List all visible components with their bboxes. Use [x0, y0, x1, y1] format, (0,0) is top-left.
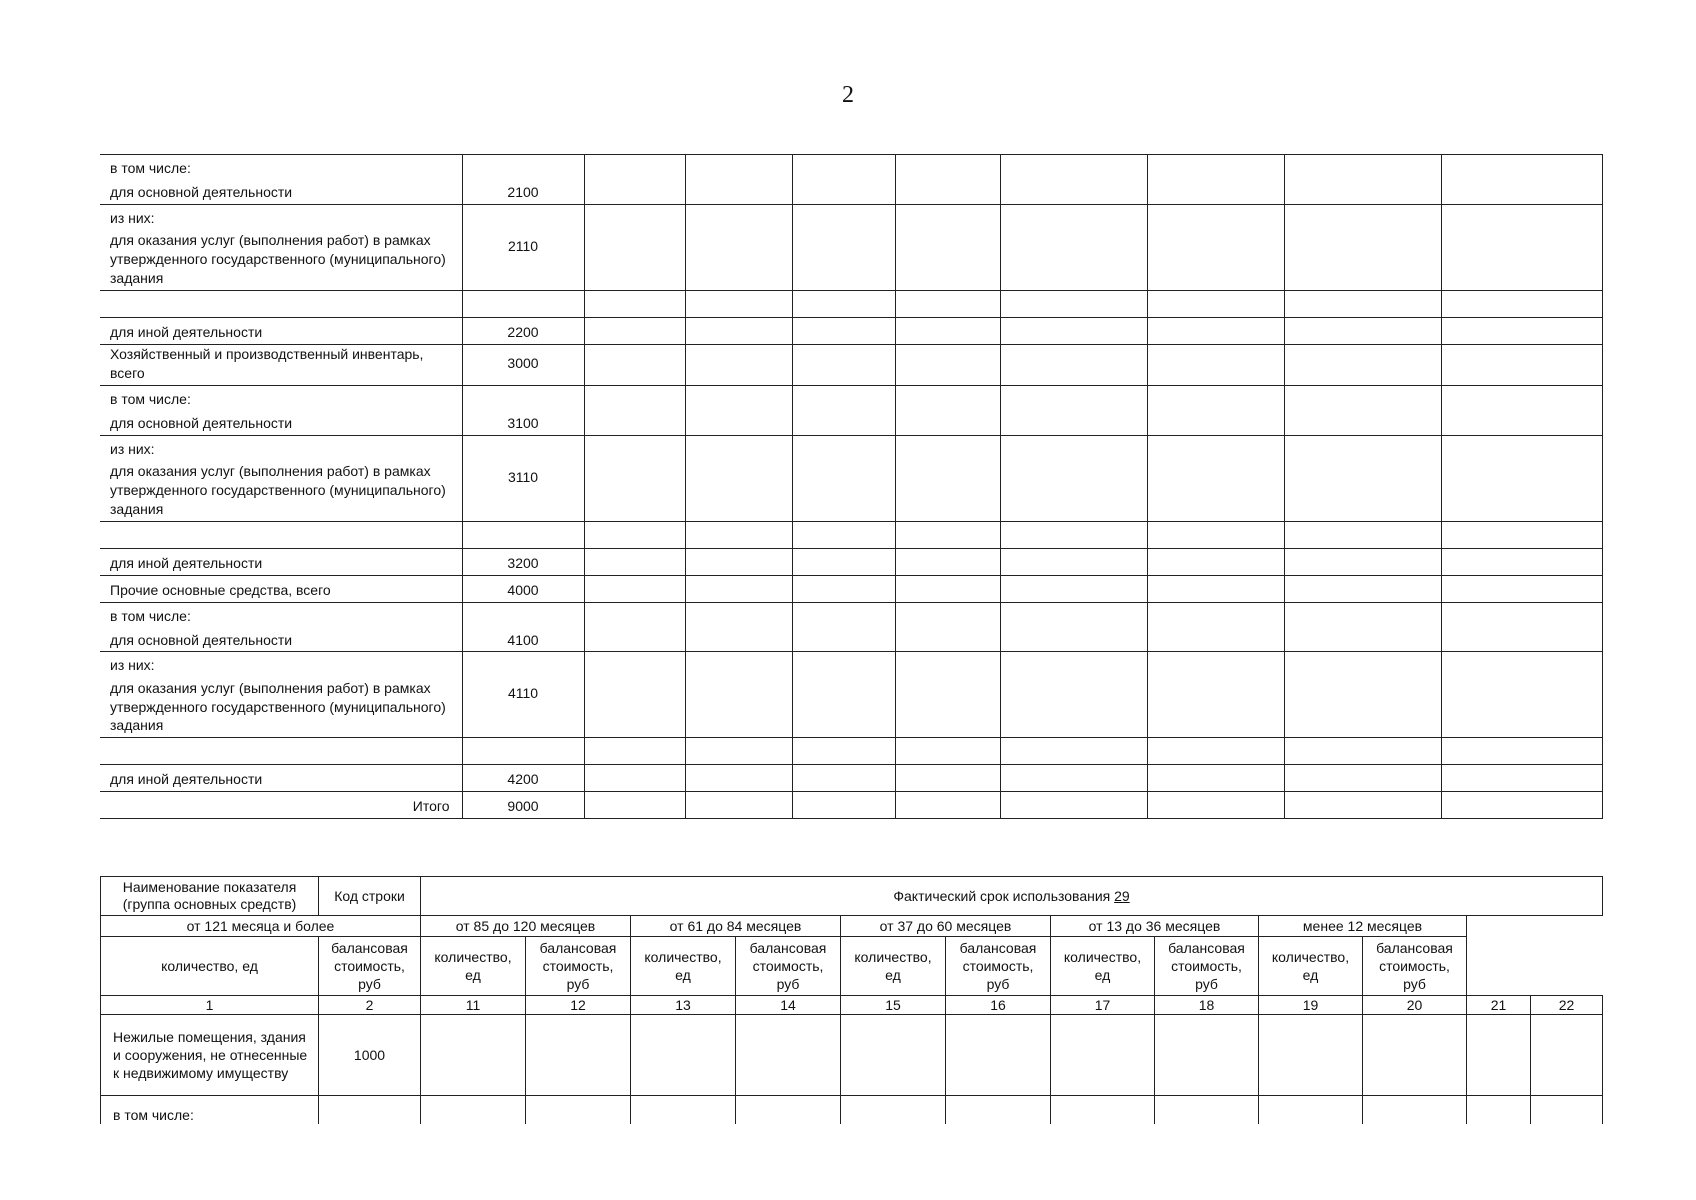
row-code: 2110: [462, 204, 584, 290]
column-number: 14: [736, 996, 841, 1015]
row-name: для оказания услуг (выполнения работ) в рамках утвержденного государственного (муниципального) задания: [100, 230, 462, 291]
column-number: 1: [101, 996, 319, 1015]
row-name: для основной деятельности: [100, 180, 462, 205]
row-code: 4000: [462, 575, 584, 602]
subheader-value: балансовая стоимость, руб: [736, 937, 841, 996]
row-code: 3110: [462, 435, 584, 521]
row-code: 3200: [462, 548, 584, 575]
table-row: [100, 521, 1602, 548]
column-number-row: [101, 996, 1603, 1015]
group-label: от 85 до 120 месяцев: [421, 916, 631, 937]
header-name: Наименование показателя (группа основных средств): [101, 877, 319, 916]
row-code: 4200: [462, 765, 584, 792]
column-number: 21: [1467, 996, 1531, 1015]
row-name: для оказания услуг (выполнения работ) в рамках утвержденного государственного (муниципального) задания: [100, 461, 462, 522]
table-row: [100, 738, 1602, 765]
column-number: 16: [946, 996, 1051, 1015]
row-prefix: в том числе:: [100, 385, 462, 410]
row-name: для иной деятельности: [100, 765, 462, 792]
subheader-qty: количество, ед: [841, 937, 946, 996]
group-label: от 13 до 36 месяцев: [1051, 916, 1259, 937]
subheader-qty: количество, ед: [631, 937, 736, 996]
group-label: от 37 до 60 месяцев: [841, 916, 1051, 937]
column-number: 13: [631, 996, 736, 1015]
subheader-qty: количество, ед: [101, 937, 319, 996]
row-prefix: в том числе:: [100, 155, 462, 180]
bottom-table: [100, 876, 1603, 1124]
row-name: Нежилые помещения, здания и сооружения, не отнесенные к недвижимому имуществу: [101, 1015, 319, 1096]
subheader-qty: количество, ед: [421, 937, 526, 996]
row-code: 9000: [462, 792, 584, 819]
column-number: 17: [1051, 996, 1155, 1015]
subheader-qty: количество, ед: [1259, 937, 1363, 996]
table-row: [100, 385, 1602, 410]
row-name: для основной деятельности: [100, 411, 462, 436]
subheader-value: балансовая стоимость, руб: [1155, 937, 1259, 996]
row-name: для основной деятельности: [100, 627, 462, 652]
table-row: [100, 602, 1602, 627]
row-code: 4100: [462, 602, 584, 652]
row-code: 3000: [462, 344, 584, 385]
row-name: для иной деятельности: [100, 548, 462, 575]
column-number: 11: [421, 996, 526, 1015]
header-code: Код строки: [319, 877, 421, 916]
row-name: для иной деятельности: [100, 317, 462, 344]
row-code: 4110: [462, 652, 584, 738]
total-label: Итого: [100, 792, 462, 819]
table-row: [100, 575, 1602, 602]
page-number: 2: [842, 82, 854, 108]
row-code: 2200: [462, 317, 584, 344]
row-name: Хозяйственный и производственный инвентарь, всего: [100, 344, 462, 385]
group-row: [101, 916, 1603, 937]
table-row: [100, 290, 1602, 317]
column-number: 12: [526, 996, 631, 1015]
table-row: [100, 204, 1602, 229]
top-table: [100, 154, 1603, 819]
row-code: 3100: [462, 385, 584, 435]
column-number: 18: [1155, 996, 1259, 1015]
row-name: для оказания услуг (выполнения работ) в рамках утвержденного государственного (муниципального) задания: [100, 677, 462, 738]
column-number: 15: [841, 996, 946, 1015]
table-row: [100, 155, 1602, 180]
subheader-row: [101, 937, 1603, 996]
subheader-value: балансовая стоимость, руб: [1363, 937, 1467, 996]
row-prefix: из них:: [100, 435, 462, 460]
table-row: [100, 317, 1602, 344]
row-prefix: из них:: [100, 204, 462, 229]
column-number: 19: [1259, 996, 1363, 1015]
row-name: Прочие основные средства, всего: [100, 575, 462, 602]
header-row: [101, 877, 1603, 916]
table-row: [100, 344, 1602, 385]
row-code: 1000: [319, 1015, 421, 1096]
row-prefix: в том числе:: [100, 602, 462, 627]
column-number: 20: [1363, 996, 1467, 1015]
subheader-value: балансовая стоимость, руб: [319, 937, 421, 996]
table-row: [100, 435, 1602, 460]
table-row: [100, 792, 1602, 819]
subheader-value: балансовая стоимость, руб: [946, 937, 1051, 996]
column-number: 2: [319, 996, 421, 1015]
header-period: Фактический срок использования 29: [421, 877, 1603, 916]
table-row: [101, 1096, 1603, 1125]
row-code: 2100: [462, 155, 584, 205]
group-label: менее 12 месяцев: [1259, 916, 1467, 937]
column-number: 22: [1531, 996, 1603, 1015]
subheader-value: балансовая стоимость, руб: [526, 937, 631, 996]
table-row: [100, 548, 1602, 575]
table-row: [100, 652, 1602, 677]
table-row: [100, 765, 1602, 792]
group-label: от 61 до 84 месяцев: [631, 916, 841, 937]
subheader-qty: количество, ед: [1051, 937, 1155, 996]
row-name: в том числе:: [101, 1096, 319, 1125]
row-prefix: из них:: [100, 652, 462, 677]
table-row: [101, 1015, 1603, 1096]
footnote-ref: 29: [1114, 887, 1130, 904]
group-label: от 121 месяца и более: [101, 916, 421, 937]
